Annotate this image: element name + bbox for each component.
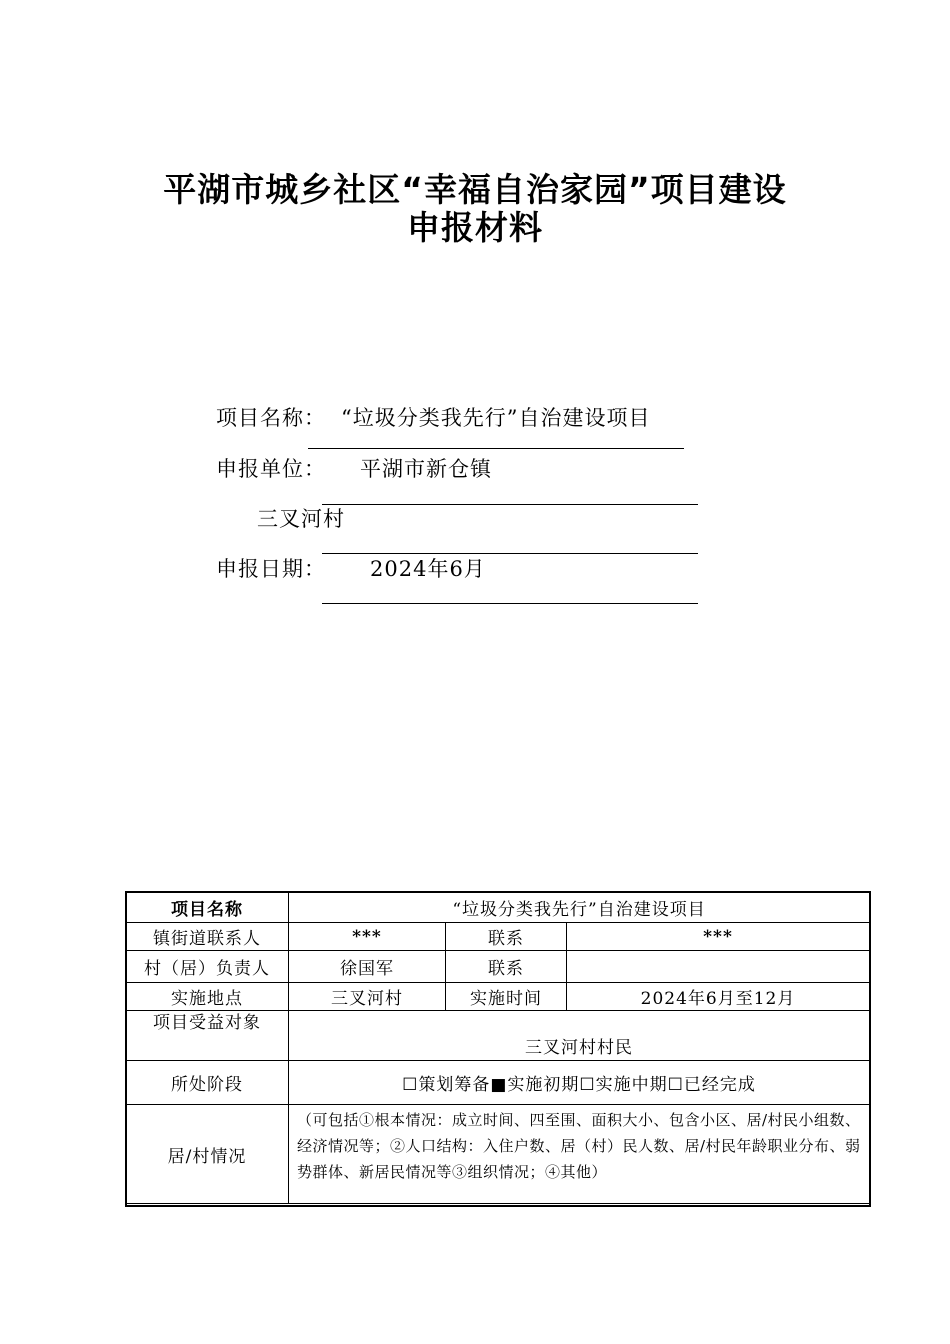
village-head-header: 村（居）负责人 [126, 951, 289, 983]
village-head-cell: 徐国军 [289, 951, 446, 983]
town-contact-phone-header: 联系 [446, 923, 567, 951]
project-name-header: 项目名称 [126, 892, 289, 923]
apply-date-label: 申报日期： [216, 557, 326, 581]
town-contact-header: 镇街道联系人 [126, 923, 289, 951]
table-row-beneficiary [126, 1011, 870, 1061]
table-row-project-name [126, 892, 870, 923]
apply-date-underline [322, 603, 698, 604]
project-info-table [125, 891, 870, 1204]
table-row-stage [126, 1061, 870, 1105]
table-row-location [126, 983, 870, 1011]
stage-header: 所处阶段 [126, 1061, 289, 1105]
village-situation-header: 居/村情况 [126, 1105, 289, 1204]
document-title-line2: 申报材料 [407, 208, 543, 247]
applicant-unit-value-line2: 三叉河村 [257, 507, 345, 531]
period-header: 实施时间 [446, 983, 567, 1011]
applicant-unit-underline-2 [322, 553, 698, 554]
applicant-unit-value-line1: 平湖市新仓镇 [360, 457, 492, 481]
project-name-underline [308, 448, 684, 449]
stage-cell: ☐策划筹备■实施初期☐实施中期☐已经完成 [289, 1061, 870, 1105]
project-name-value: “垃圾分类我先行”自治建设项目 [341, 406, 651, 430]
period-cell: 2024年6月至12月 [567, 983, 870, 1011]
table-row-village-head [126, 951, 870, 983]
village-head-phone-header: 联系 [446, 951, 567, 983]
apply-date-value: 2024年6月 [370, 557, 486, 581]
applicant-unit-underline-1 [322, 504, 698, 505]
document-title-line1: 平湖市城乡社区“幸福自治家园”项目建设 [163, 170, 787, 209]
table-row-town-contact [126, 923, 870, 951]
table-row-village-situation [126, 1105, 870, 1204]
beneficiary-cell: 三叉河村村民 [289, 1011, 870, 1061]
village-head-phone-cell [567, 951, 870, 983]
town-contact-cell: *** [289, 923, 446, 951]
beneficiary-header: 项目受益对象 [126, 1011, 289, 1061]
location-header: 实施地点 [126, 983, 289, 1011]
project-name-label: 项目名称： [216, 406, 326, 430]
applicant-unit-label: 申报单位： [216, 457, 326, 481]
project-name-cell: “垃圾分类我先行”自治建设项目 [289, 892, 870, 923]
village-situation-cell: （可包括①根本情况：成立时间、四至围、面积大小、包含小区、居/村民小组数、经济情况等；②人口结构：入住户数、居（村）民人数、居/村民年龄职业分布、弱势群体、新居民情况等③组织情况；④其他） [289, 1105, 870, 1204]
town-contact-phone-cell: *** [567, 923, 870, 951]
location-cell: 三叉河村 [289, 983, 446, 1011]
